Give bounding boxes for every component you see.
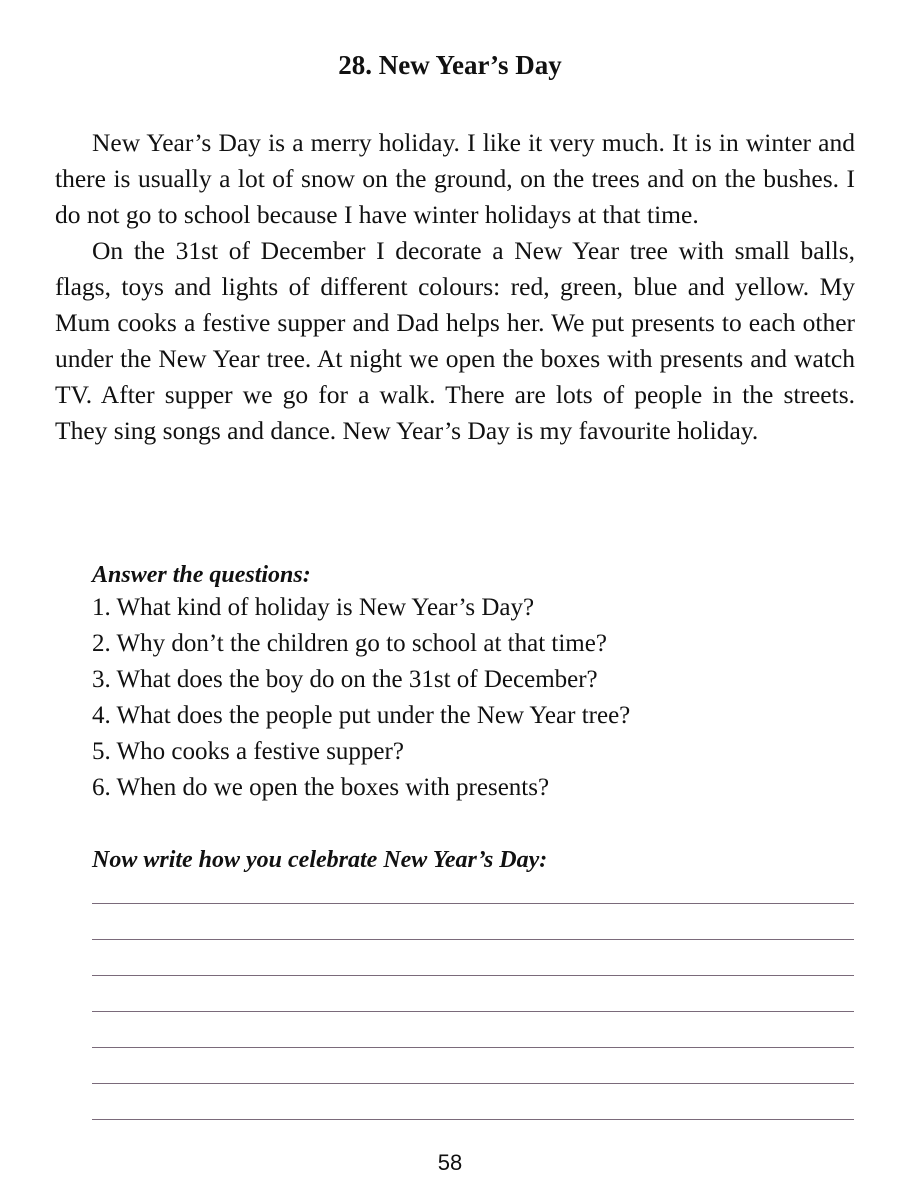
- writing-line[interactable]: [92, 975, 854, 976]
- question-3: 3. What does the boy do on the 31st of December?: [92, 666, 598, 693]
- paragraph-1: New Year’s Day is a merry holiday. I like it very much. It is in winter and there is usually a lot of snow on the ground, on the trees and on the bushes. I do not go to school because I have winter holidays at that time.: [55, 128, 855, 229]
- writing-prompt: Now write how you celebrate New Year’s Day:: [92, 847, 548, 873]
- page-title: 28. New Year’s Day: [338, 50, 562, 80]
- writing-line[interactable]: [92, 1119, 854, 1120]
- writing-line[interactable]: [92, 939, 854, 940]
- writing-line[interactable]: [92, 1011, 854, 1012]
- page-number: 58: [437, 1150, 463, 1175]
- question-1: 1. What kind of holiday is New Year’s Day?: [92, 594, 535, 621]
- question-6: 6. When do we open the boxes with presents?: [92, 774, 550, 801]
- paragraph-2: On the 31st of December I decorate a New Year tree with small balls, flags, toys and lights of different colours: red, green, blue and yellow. My Mum cooks a festive supper and Dad helps her. We put presents to each other under the New Year tree. At night we open the boxes with presents and watch TV. After supper we go for a walk. There are lots of people in the streets. They sing songs and dance. New Year’s Day is my favourite holiday.: [55, 236, 855, 445]
- question-4: 4. What does the people put under the New Year tree?: [92, 702, 631, 729]
- question-2: 2. Why don’t the children go to school at that time?: [92, 630, 607, 657]
- writing-line[interactable]: [92, 903, 854, 904]
- question-5: 5. Who cooks a festive supper?: [92, 738, 404, 765]
- writing-lines[interactable]: [92, 0, 854, 1200]
- questions-heading: Answer the questions:: [92, 562, 311, 588]
- writing-line[interactable]: [92, 1083, 854, 1084]
- writing-line[interactable]: [92, 1047, 854, 1048]
